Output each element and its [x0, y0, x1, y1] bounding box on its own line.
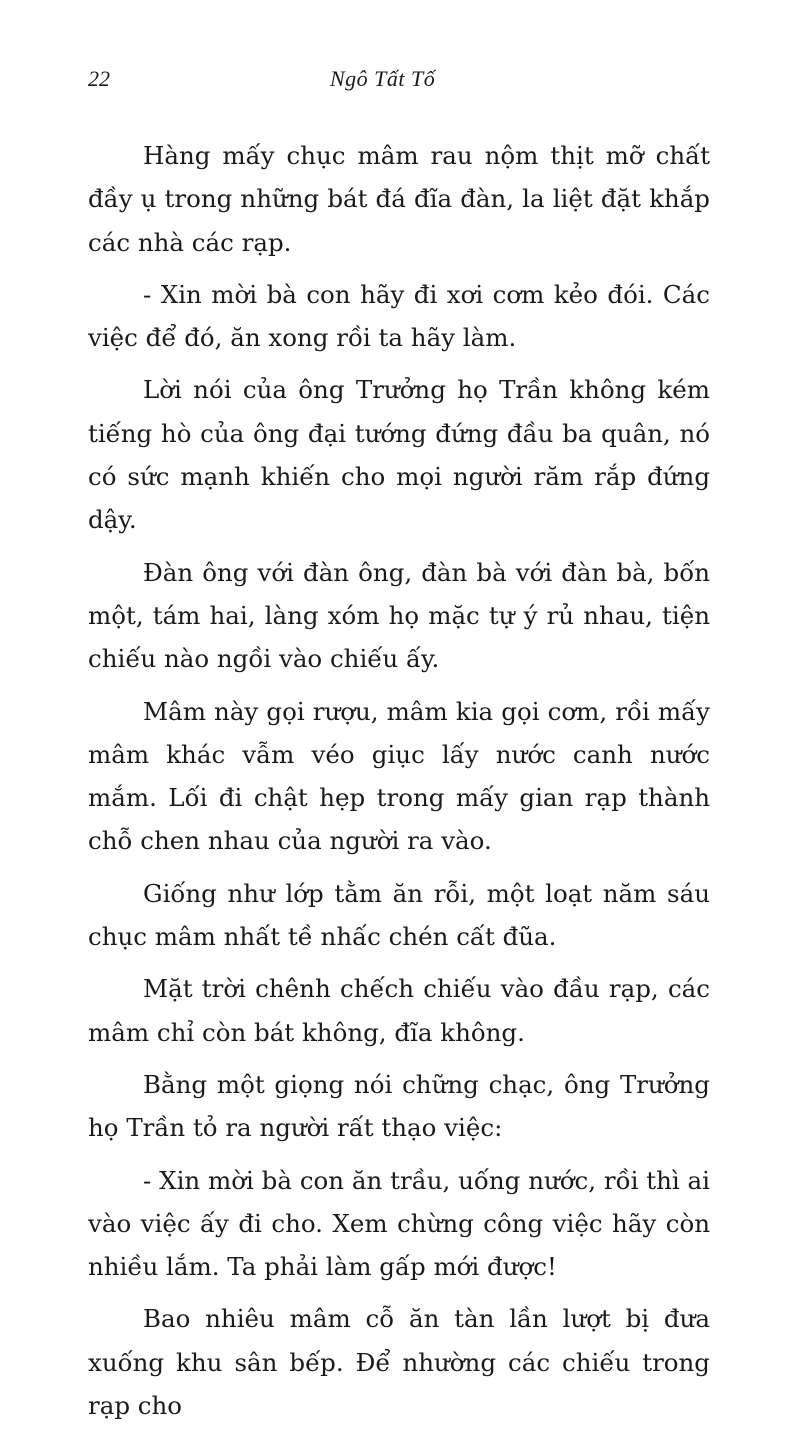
paragraph: - Xin mời bà con ăn trầu, uống nước, rồi thì ai vào việc ấy đi cho. Xem chừng công việc hãy còn nhiều lắm. Ta phải làm gấp mới được!	[88, 1165, 710, 1282]
paragraph: Bao nhiêu mâm cỗ ăn tàn lần lượt bị đưa xuống khu sân bếp. Để nhường các chiếu trong rạp cho	[88, 1304, 710, 1421]
paragraph: Hàng mấy chục mâm rau nộm thịt mỡ chất đầy ụ trong những bát đá đĩa đàn, la liệt đặt khắp các nhà các rạp.	[88, 141, 710, 257]
page-header	[88, 66, 710, 106]
book-page	[88, 66, 710, 1436]
running-title: Ngô Tất Tố	[330, 66, 436, 91]
paragraph: Mặt trời chênh chếch chiếu vào đầu rạp, các mâm chỉ còn bát không, đĩa không.	[88, 974, 710, 1047]
paragraph: Đàn ông với đàn ông, đàn bà với đàn bà, bốn một, tám hai, làng xóm họ mặc tự ý rủ nhau, tiện chiếu nào ngồi vào chiếu ấy.	[88, 557, 710, 674]
paragraph: Mâm này gọi rượu, mâm kia gọi cơm, rồi mấy mâm khác vẫm véo giục lấy nước canh nước mắm. Lối đi chật hẹp trong mấy gian rạp thành chỗ chen nhau của người ra vào.	[88, 696, 710, 856]
paragraph: - Xin mời bà con hãy đi xơi cơm kẻo đói. Các việc để đó, ăn xong rồi ta hãy làm.	[88, 279, 710, 353]
body-text	[88, 134, 710, 1427]
paragraph: Lời nói của ông Trưởng họ Trần không kém tiếng hò của ông đại tướng đứng đầu ba quân, nó có sức mạnh khiến cho mọi người răm rắp đứng dậy.	[88, 375, 710, 535]
paragraph: Giống như lớp tằm ăn rỗi, một loạt năm sáu chục mâm nhất tề nhấc chén cất đũa.	[88, 878, 710, 952]
paragraph: Bằng một giọng nói chững chạc, ông Trưởng họ Trần tỏ ra người rất thạo việc:	[88, 1069, 710, 1143]
page-number: 22	[88, 66, 110, 91]
